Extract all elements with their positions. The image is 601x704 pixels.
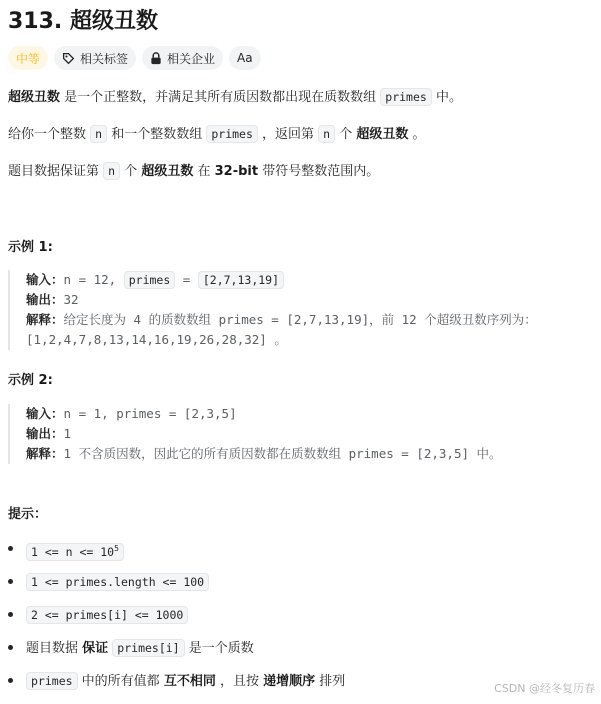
inline-code: primes[i] [112, 639, 184, 657]
example-1-heading: 示例 1: [8, 240, 53, 255]
explanation-label: 解释： [26, 312, 64, 327]
bold-text: 超级丑数 [141, 164, 194, 179]
inline-code: n [103, 162, 120, 180]
output-value: 32 [63, 292, 79, 307]
explanation-text: 给定长度为 4 的质数数组 primes = [2,7,13,19]，前 12 个超级丑数序列为： [63, 312, 537, 327]
text: 在 [193, 164, 215, 179]
related-tags-label: 相关标签 [80, 51, 129, 66]
inline-code: primes [206, 125, 258, 143]
text: 排列 [315, 674, 346, 689]
inline-code: [2,7,13,19] [198, 271, 284, 289]
bullet-dot [8, 678, 13, 683]
inline-code: 2 <= primes[i] <= 1000 [26, 606, 188, 624]
example-2-block [8, 404, 601, 464]
example-2-explanation [26, 444, 601, 464]
output-label: 输出： [26, 426, 64, 441]
related-companies-label: 相关企业 [167, 51, 216, 66]
problem-title: 313. 超级丑数 [8, 9, 158, 34]
text: 个 [335, 127, 357, 142]
bullet-dot [8, 579, 13, 584]
example-1-input [26, 270, 601, 290]
constraints-heading: 提示： [8, 507, 48, 522]
description-line-2 [8, 123, 426, 146]
inline-code: primes [26, 672, 78, 690]
lock-icon [150, 52, 162, 65]
watermark: CSDN @经冬复历春 [494, 682, 595, 695]
example-1-block [8, 270, 601, 350]
explanation-text: 1 不含质因数，因此它的所有质因数都在质数数组 primes = [2,3,5] 中。 [63, 446, 502, 461]
superscript: 5 [114, 544, 119, 553]
bullet-dot [8, 612, 13, 617]
bold-text: 32-bit [214, 164, 259, 179]
tag-icon [62, 52, 75, 65]
input-label: 输入： [26, 272, 64, 287]
text: 中。 [431, 90, 462, 105]
example-1-output [26, 290, 601, 310]
text: 题目数据保证第 [8, 164, 104, 179]
example-1-explanation [26, 310, 601, 330]
inline-code: primes [380, 88, 432, 106]
inline-code: n [318, 125, 335, 143]
example-1-explanation-cont: [1,2,4,7,8,13,14,16,19,26,28,32] 。 [26, 332, 287, 347]
inline-code: primes [124, 271, 176, 289]
related-companies-button[interactable] [142, 46, 223, 70]
text: 题目数据 [26, 641, 83, 656]
font-size-button[interactable] [229, 46, 261, 70]
bold-text: 保证 [82, 641, 109, 656]
text: 是一个质数 [184, 641, 254, 656]
bold-text: 超级丑数 [8, 90, 61, 105]
text: 。 [408, 127, 426, 142]
example-2-heading: 示例 2: [8, 373, 53, 388]
text: 中的所有值都 [77, 674, 164, 689]
example-2-input [26, 404, 601, 424]
output-label: 输出： [26, 292, 64, 307]
text: 给你一个整数 [8, 127, 91, 142]
font-size-icon: Aa [237, 51, 253, 65]
text: ，返回第 [257, 127, 319, 142]
tag-bar [8, 46, 261, 70]
bullet-dot [8, 645, 13, 650]
explanation-label: 解释： [26, 446, 64, 461]
text: 个 [120, 164, 142, 179]
output-value: 1 [63, 426, 72, 441]
text: n = 12, [63, 272, 124, 287]
bold-text: 递增顺序 [263, 674, 316, 689]
text: 是一个正整数，并满足其所有质因数都出现在质数数组 [60, 90, 381, 105]
text: = [175, 272, 198, 287]
inline-code: 1 <= primes.length <= 100 [26, 573, 209, 591]
related-tags-button[interactable] [54, 46, 136, 70]
inline-code: n [90, 125, 107, 143]
description-line-3 [8, 160, 379, 183]
input-value: n = 1, primes = [2,3,5] [63, 406, 237, 421]
bullet-dot [8, 546, 13, 551]
inline-code [26, 543, 124, 561]
code-text: 1 <= n <= 10 [31, 544, 115, 559]
text: 和一个整数数组 [107, 127, 207, 142]
text: ，且按 [215, 674, 264, 689]
difficulty-badge [8, 46, 48, 70]
example-2-output [26, 424, 601, 444]
difficulty-label: 中等 [16, 51, 41, 66]
input-label: 输入： [26, 406, 64, 421]
text: 带符号整数范围内。 [258, 164, 380, 179]
bold-text: 互不相同 [163, 674, 216, 689]
bold-text: 超级丑数 [356, 127, 409, 142]
description-line-1 [8, 86, 462, 109]
